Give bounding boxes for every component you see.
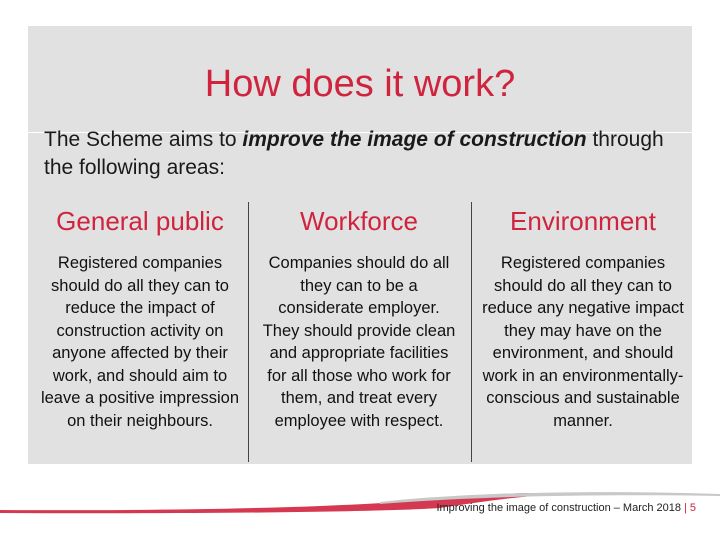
column-divider	[471, 202, 472, 462]
column-body: Companies should do all they can to be a considerate employer. They should provide clean and appropriate facilities for all those who work for them, and treat every employee with respect.	[262, 254, 456, 430]
column-heading: Workforce	[300, 206, 418, 236]
column-general-public	[34, 204, 246, 432]
intro-text	[44, 126, 684, 182]
page-number: 5	[689, 502, 696, 514]
column-environment	[480, 204, 686, 432]
column-body: Registered companies should do all they can to reduce the impact of construction activity on anyone affected by their work, and should aim to leave a positive impression on their neighbours.	[40, 254, 240, 430]
column-body: Registered companies should do all they can to reduce any negative impact they may have on the environment, and should work in an environmentally-conscious and sustainable manner.	[482, 254, 684, 430]
footer	[436, 501, 696, 515]
slide-title: How does it work?	[204, 63, 516, 105]
content-panel	[28, 26, 692, 464]
intro-emphasis: improve the image of construction	[242, 128, 587, 151]
column-divider	[248, 202, 249, 462]
footer-text: Improving the image of construction – March 2018	[436, 502, 682, 514]
intro-after: through the following areas:	[44, 128, 664, 179]
column-workforce	[258, 204, 460, 432]
column-heading: General public	[56, 206, 224, 236]
footer-separator: |	[684, 502, 687, 514]
intro-before: The Scheme aims to	[44, 128, 243, 151]
column-heading: Environment	[510, 206, 656, 236]
